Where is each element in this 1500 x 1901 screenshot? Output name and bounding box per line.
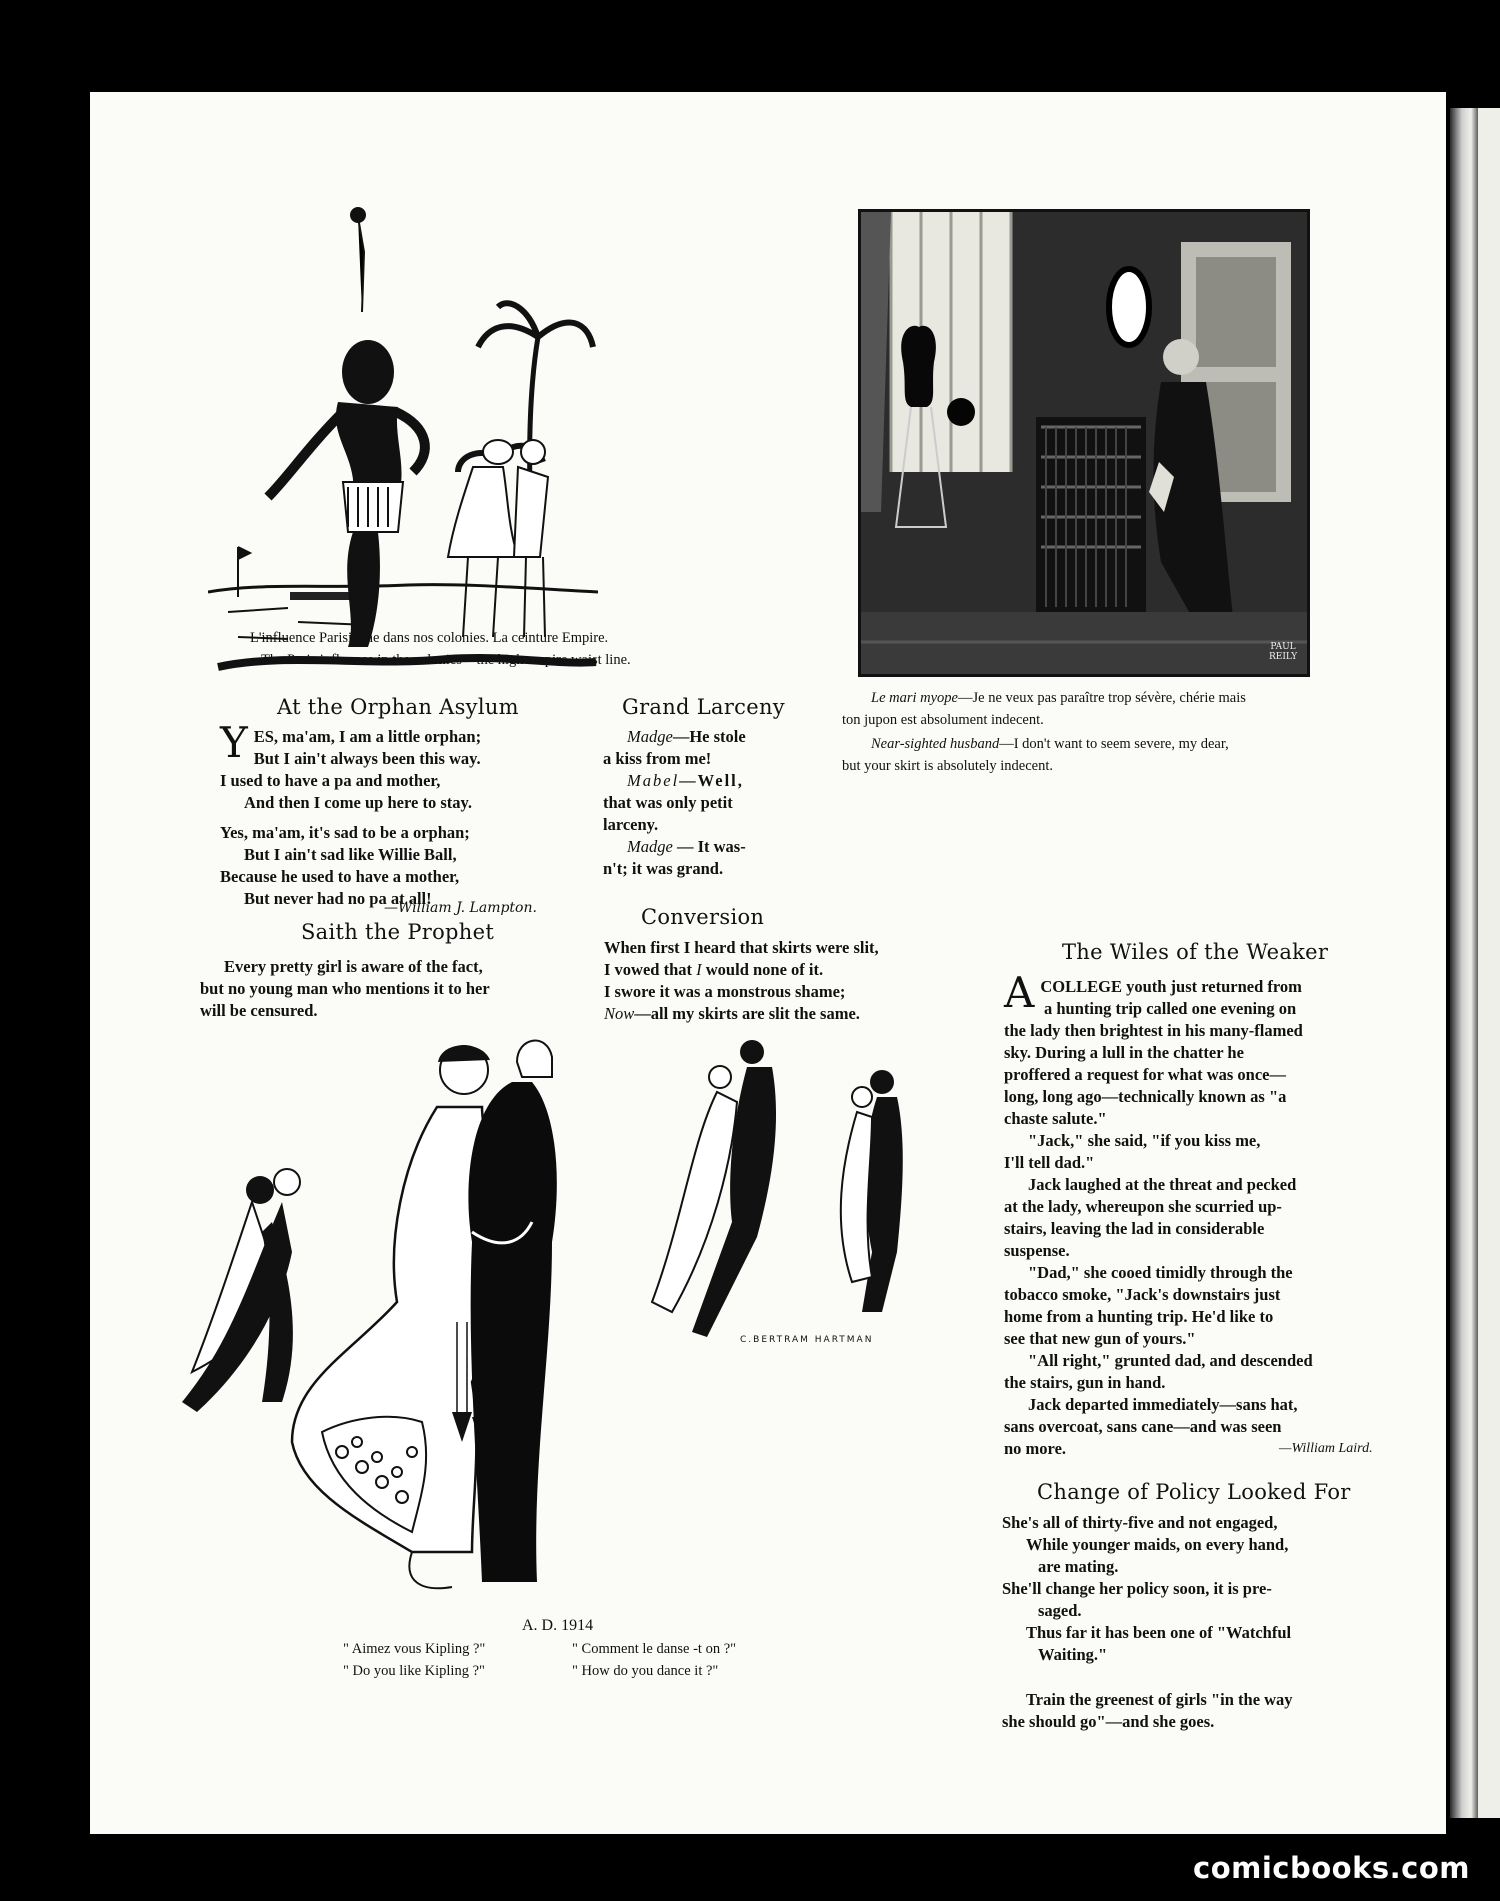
poem-line: Thus far it has been one of "Watchful	[1026, 1623, 1292, 1642]
poem-line: And then I come up here to stay.	[244, 793, 472, 812]
text-line: Train the greenest of girls "in the way	[1026, 1690, 1293, 1709]
text-line: see that new gun of yours."	[1004, 1329, 1196, 1348]
poem-line: While younger maids, on every hand,	[1026, 1535, 1289, 1554]
text-line: at the lady, whereupon she scurried up-	[1004, 1197, 1282, 1216]
poem-line	[603, 770, 793, 792]
text-line	[1004, 1438, 1409, 1460]
myope-caption-fr	[871, 687, 1246, 709]
prophet-text	[200, 956, 580, 1022]
text-line: "All right," grunted dad, and descended	[1028, 1351, 1313, 1370]
text-fragment: no more.	[1004, 1439, 1067, 1458]
orphan-poem	[220, 718, 550, 910]
text-line: long, long ago—technically known as "a	[1004, 1087, 1287, 1106]
line-text: —He stole	[672, 727, 746, 746]
myope-caption-fr-title: Le mari myope	[871, 690, 958, 706]
wiles-author: —William Laird.	[1279, 1441, 1373, 1456]
text-line: "Dad," she cooed timidly through the	[1028, 1263, 1293, 1282]
text-line: she should go"—and she goes.	[1002, 1712, 1215, 1731]
poem-line: are mating.	[1038, 1557, 1119, 1576]
text-line: sans overcoat, sans cane—and was seen	[1004, 1417, 1282, 1436]
poem-fragment: I	[696, 960, 702, 979]
text-line: Jack departed immediately—sans hat,	[1028, 1395, 1298, 1414]
poem-line: I used to have a pa and mother,	[220, 771, 441, 790]
ad-1914-cartoon	[172, 1022, 1002, 1612]
conversion-poem	[604, 937, 944, 1025]
text-line: but no young man who mentions it to her	[200, 979, 490, 998]
larceny-poem	[603, 726, 793, 880]
caption-q3: " Comment le danse -t on ?"	[572, 1641, 737, 1657]
poem-line: larceny.	[603, 815, 659, 834]
watermark-text: comicbooks.com	[1193, 1851, 1470, 1885]
next-page-edge	[1478, 108, 1500, 1818]
poem-line: saged.	[1038, 1601, 1082, 1620]
text-line: Every pretty girl is aware of the fact,	[224, 957, 483, 976]
poem-fragment: Now	[604, 1004, 635, 1023]
line-text: — It was-	[672, 837, 746, 856]
text-line: a hunting trip called one evening on	[1044, 999, 1297, 1018]
poem-line: n't; it was grand.	[603, 859, 724, 878]
text-line: home from a hunting trip. He'd like to	[1004, 1307, 1274, 1326]
poem-line: a kiss from me!	[603, 749, 712, 768]
ad-1914-title: A. D. 1914	[522, 1617, 594, 1634]
myope-illustration	[858, 209, 1310, 677]
poem-line: But never had no pa at all!	[244, 889, 432, 908]
magazine-page	[90, 92, 1446, 1834]
policy-title: Change of Policy Looked For	[1037, 1480, 1351, 1504]
speaker-madge: Madge	[627, 837, 673, 856]
poem-line	[603, 726, 793, 748]
myope-caption-en-title: Near-sighted husband	[871, 736, 1000, 752]
orphan-title: At the Orphan Asylum	[277, 695, 519, 719]
policy-poem	[1002, 1512, 1407, 1666]
poem-line: She's all of thirty-five and not engaged,	[1002, 1513, 1278, 1532]
caption-q2: " Do you like Kipling ?"	[343, 1663, 485, 1679]
caption-q4: " How do you dance it ?"	[572, 1663, 719, 1679]
myope-caption-en-line2: but your skirt is absolutely indecent.	[842, 758, 1054, 774]
poem-line: But I ain't always been this way.	[253, 749, 481, 768]
book-spine	[1450, 108, 1480, 1818]
text-line: sky. During a lull in the chatter he	[1004, 1043, 1244, 1062]
colonies-caption-fr: L'influence Parisienne dans nos colonies. La ceinture Empire.	[250, 630, 609, 646]
poem-fragment: would none of it.	[701, 960, 824, 979]
colonies-caption-en: The Paris influence in the colonies—the high empire waist line.	[261, 652, 631, 668]
text-line: stairs, leaving the lad in considerable	[1004, 1219, 1265, 1238]
poem-line: But I ain't sad like Willie Ball,	[244, 845, 457, 864]
hartman-signature: C.BERTRAM HARTMAN	[740, 1335, 874, 1345]
text-line: "Jack," she said, "if you kiss me,	[1028, 1131, 1261, 1150]
poem-line: She'll change her policy soon, it is pre-	[1002, 1579, 1272, 1598]
wiles-title: The Wiles of the Weaker	[1062, 940, 1329, 964]
text-line: Jack laughed at the threat and pecked	[1028, 1175, 1297, 1194]
conversion-title: Conversion	[641, 905, 765, 929]
text-line: tobacco smoke, "Jack's downstairs just	[1004, 1285, 1281, 1304]
ad-1914-drawing	[172, 1022, 1002, 1612]
poem-line: ES, ma'am, I am a little orphan;	[253, 727, 482, 746]
text-line: COLLEGE youth just returned from	[1040, 977, 1302, 996]
myope-caption-en	[871, 733, 1229, 755]
myope-drawing	[861, 212, 1307, 674]
poem-line: Waiting."	[1038, 1645, 1108, 1664]
closing-epigram	[1002, 1689, 1407, 1733]
speaker-mabel: Mabel	[627, 771, 680, 790]
text-line: the lady then brightest in his many-flamed	[1004, 1021, 1303, 1040]
line-text: —Well,	[679, 771, 744, 790]
myope-caption-fr-text: —Je ne veux pas paraître trop sévère, chérie mais	[958, 690, 1246, 706]
paul-reily-signature: PAUL REILY	[1269, 642, 1298, 662]
caption-q1: " Aimez vous Kipling ?"	[343, 1641, 486, 1657]
larceny-title: Grand Larceny	[622, 695, 785, 719]
text-line: the stairs, gun in hand.	[1004, 1373, 1166, 1392]
poem-line: Yes, ma'am, it's sad to be a orphan;	[220, 823, 470, 842]
speaker-madge: Madge	[627, 727, 673, 746]
myope-caption-fr-line2: ton jupon est absolument indecent.	[842, 712, 1044, 728]
wiles-dropcap: A	[1004, 968, 1035, 1017]
prophet-title: Saith the Prophet	[301, 920, 495, 944]
orphan-dropcap: Y	[220, 718, 248, 767]
poem-line: Because he used to have a mother,	[220, 867, 460, 886]
wiles-text	[1004, 968, 1409, 1460]
poem-line: I swore it was a monstrous shame;	[604, 982, 846, 1001]
text-line: will be censured.	[200, 1001, 318, 1020]
poem-line	[603, 836, 793, 858]
text-line: chaste salute."	[1004, 1109, 1107, 1128]
text-line: suspense.	[1004, 1241, 1070, 1260]
poem-fragment: I vowed that	[604, 960, 697, 979]
text-line: proffered a request for what was once—	[1004, 1065, 1286, 1084]
poem-fragment: —all my skirts are slit the same.	[634, 1004, 860, 1023]
myope-caption-en-text: —I don't want to seem severe, my dear,	[999, 736, 1229, 752]
poem-line: that was only petit	[603, 793, 733, 812]
poem-line	[604, 959, 944, 981]
poem-line: When first I heard that skirts were slit,	[604, 938, 879, 957]
text-line: I'll tell dad."	[1004, 1153, 1095, 1172]
orphan-author: —William J. Lampton.	[384, 900, 537, 916]
